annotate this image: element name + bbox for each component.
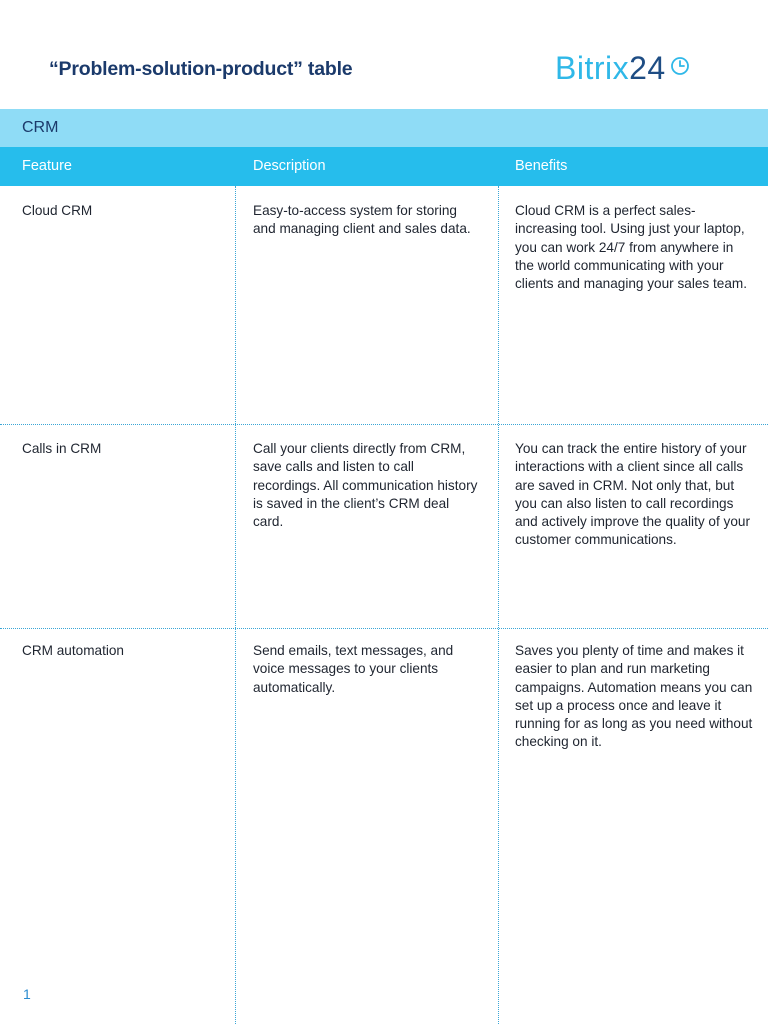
row-3-feature: CRM automation	[22, 643, 124, 658]
column-header-description: Description	[253, 158, 326, 174]
table-header	[0, 147, 768, 186]
section-title: CRM	[22, 119, 59, 136]
column-divider	[498, 186, 499, 1024]
page-number: 1	[23, 986, 31, 1002]
row-1-feature: Cloud CRM	[22, 203, 93, 218]
logo-number: 24	[629, 50, 666, 86]
row-1-description: Easy-to-access system for storing and managing client and sales data.	[253, 203, 471, 237]
row-divider	[0, 424, 768, 425]
row-divider	[0, 628, 768, 629]
row-2-feature: Calls in CRM	[22, 441, 102, 456]
logo-word: Bitrix	[555, 50, 630, 86]
column-header-benefits: Benefits	[515, 158, 568, 174]
column-header-feature: Feature	[22, 158, 72, 174]
row-3-description: Send emails, text messages, and voice messages to your clients automatically.	[253, 643, 454, 695]
bitrix24-logo	[555, 48, 690, 88]
section-header	[0, 109, 768, 147]
clock-icon	[670, 49, 690, 81]
row-1-benefits: Cloud CRM is a perfect sales-increasing tool. Using just your laptop, you can work 24/7 from anywhere in the world communicating with your clients and managing your sales team.	[515, 203, 747, 292]
row-3-benefits: Saves you plenty of time and makes it easier to plan and run marketing campaigns. Automation means you can set up a process once and leave it running for as long as you need without checking on it.	[515, 643, 753, 750]
column-divider	[235, 186, 236, 1024]
row-2-description: Call your clients directly from CRM, save calls and listen to call recordings. All communication history is saved in the client’s CRM deal card.	[253, 441, 478, 530]
row-2-benefits: You can track the entire history of your interactions with a client since all calls are saved in CRM. Not only that, but you can also listen to call recordings and actively improve the quality of your customer communications.	[515, 441, 750, 548]
page-title: “Problem-solution-product” table	[49, 58, 353, 80]
